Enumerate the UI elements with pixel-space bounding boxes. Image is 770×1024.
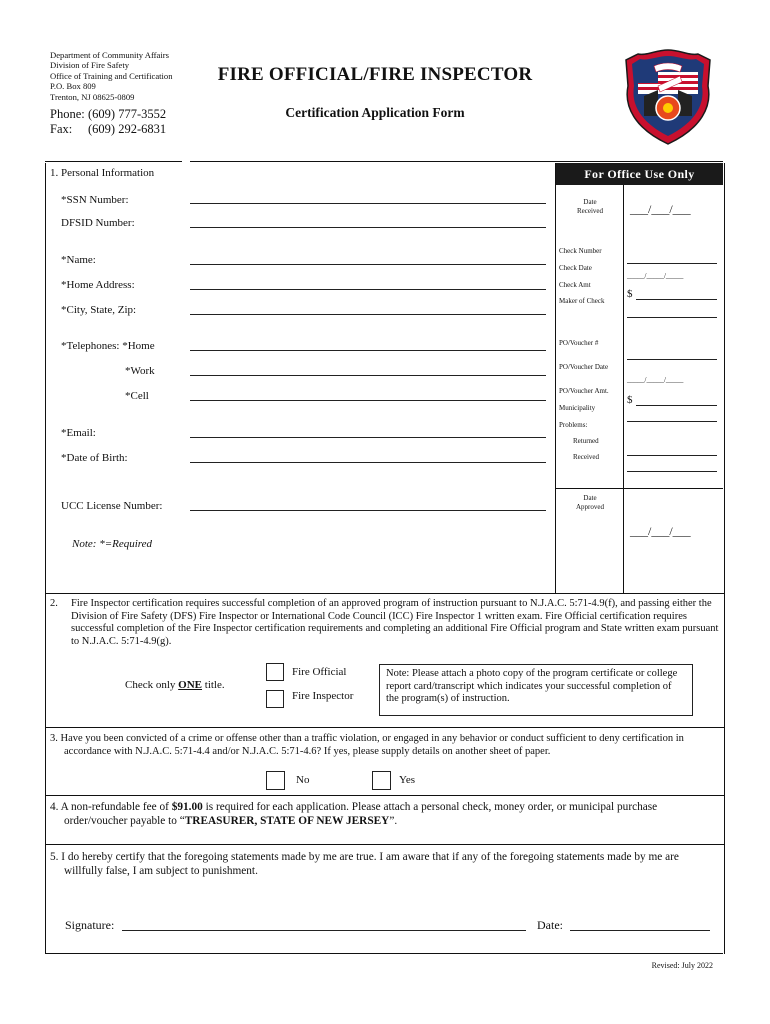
ucc-license-label: UCC License Number: — [61, 500, 163, 512]
maker-of-check-input[interactable] — [627, 317, 717, 318]
name-label: *Name: — [61, 254, 96, 266]
fax-number: (609) 292-6831 — [88, 122, 167, 136]
home-phone-label: *Telephones: *Home — [61, 340, 155, 352]
city-state-zip-input[interactable] — [190, 314, 546, 315]
signature-label: Signature: — [65, 918, 115, 932]
fee-mid: is required for each application. Please attach a personal check, money order, or municipal purchase order/voucher payable to “ — [64, 801, 658, 827]
date-received-label: Date Received — [576, 198, 604, 215]
section5-text — [50, 850, 718, 878]
municipality-input[interactable] — [627, 421, 717, 422]
fire-safety-seal-icon — [618, 46, 718, 146]
required-note: Note: *=Required — [72, 538, 153, 550]
section2-number: 2. — [50, 598, 58, 609]
home-address-input[interactable] — [190, 289, 546, 290]
check-number-input[interactable] — [627, 263, 717, 264]
conviction-yes-checkbox[interactable] — [372, 771, 391, 790]
email-input[interactable] — [190, 437, 546, 438]
department-address — [50, 50, 173, 102]
po-voucher-label: PO/Voucher # — [559, 339, 599, 347]
problems-label: Problems: — [559, 421, 588, 429]
po-amount-dollar: $ — [627, 394, 633, 406]
dob-input[interactable] — [190, 462, 546, 463]
phone-number: (609) 777-3552 — [88, 107, 167, 121]
check-date-label: Check Date — [559, 264, 592, 272]
section1-label: 1. Personal Information — [50, 167, 155, 179]
dob-label: *Date of Birth: — [61, 452, 128, 464]
email-label: *Email: — [61, 427, 96, 439]
po-voucher-input[interactable] — [627, 359, 717, 360]
cell-phone-input[interactable] — [190, 400, 546, 401]
certification-statement: 5. I do hereby certify that the foregoing statements made by me are true. I am aware that if any of the foregoing statements made by me are willfully false, I am subject to punishment. — [50, 851, 679, 877]
section4-text — [50, 800, 718, 828]
dept-line: Department of Community Affairs — [50, 50, 169, 60]
check-one-post: title. — [202, 679, 225, 691]
check-date-field[interactable]: _____/_____/_____ — [627, 272, 684, 280]
returned-label: Returned — [573, 437, 599, 445]
date-label: Date: — [537, 918, 563, 932]
section3-text-content: 3. Have you been convicted of a crime or offense other than a traffic violation, or engaged in any behavior or conduct sufficient to deny certification in accordance with N.J.A.C. 5:71-4.4 and/or N.J.A.C. 5:71-4.6? If yes, please supply details on another sheet of paper. — [50, 733, 684, 757]
check-one-pre: Check only — [125, 679, 179, 691]
municipality-label: Municipality — [559, 404, 596, 412]
office-divider — [623, 185, 624, 593]
received-input[interactable] — [627, 471, 717, 472]
check-number-label: Check Number — [559, 247, 602, 255]
check-one-instruction — [125, 679, 225, 691]
program-certificate-note: Note: Please attach a photo copy of the program certificate or college report card/transcript which indicates your successful completion of the program(s) of instruction. — [379, 664, 693, 716]
approved-divider — [556, 488, 723, 489]
fire-official-checkbox[interactable] — [266, 663, 284, 681]
fee-amount: $91.00 — [171, 801, 203, 813]
ssn-input[interactable] — [190, 203, 546, 204]
city-state-zip-label: *City, State, Zip: — [61, 304, 137, 316]
signature-date-input[interactable] — [570, 930, 710, 931]
po-voucher-date-label: PO/Voucher Date — [559, 363, 609, 371]
bottom-rule — [45, 953, 723, 954]
revision-date: Revised: July 2022 — [651, 961, 713, 970]
conviction-no-checkbox[interactable] — [266, 771, 285, 790]
fire-official-label: Fire Official — [292, 666, 347, 678]
fee-pre: 4. A non-refundable fee of — [50, 801, 172, 813]
dept-line: P.O. Box 809 — [50, 81, 96, 92]
work-phone-input[interactable] — [190, 375, 546, 376]
conviction-no-label: No — [296, 774, 310, 786]
signature-input[interactable] — [122, 930, 526, 931]
maker-of-check-label: Maker of Check — [559, 297, 605, 305]
dept-line: Office of Training and Certification — [50, 70, 173, 81]
check-amount-dollar: $ — [627, 288, 633, 300]
section1-top-rule-right — [190, 161, 723, 162]
work-phone-label: *Work — [125, 365, 155, 377]
dfsid-input[interactable] — [190, 227, 546, 228]
section2-text: Fire Inspector certification requires successful completion of an approved program of instruction pursuant to N.J.A.C. 5:71-4.9(f), and passing either the Division of Fire Safety (DFS) Fire Inspector or International Code Council (ICC) Fire Inspector 1 written exam. Fire Official certification requires successful completion of the Fire Inspector certification requirements and completing an additional Fire Official program and State written exam pursuant to N.J.A.C. 5:71-4.9(g). — [71, 598, 719, 647]
ssn-label: *SSN Number: — [61, 194, 129, 206]
fire-inspector-label: Fire Inspector — [292, 690, 354, 702]
form-title: FIRE OFFICIAL/FIRE INSPECTOR — [217, 64, 533, 85]
contact-numbers — [50, 107, 166, 137]
fax-label: Fax: — [50, 122, 73, 136]
section3-text — [50, 733, 718, 758]
fee-post: ”. — [389, 815, 398, 827]
section1-top-rule — [45, 161, 182, 162]
payee-name: TREASURER, STATE OF NEW JERSEY — [184, 815, 390, 827]
date-received-field[interactable]: ___/___/___ — [630, 202, 691, 216]
check-amount-input[interactable] — [636, 299, 717, 300]
po-voucher-amount-input[interactable] — [636, 405, 717, 406]
name-input[interactable] — [190, 264, 546, 265]
ucc-license-input[interactable] — [190, 510, 546, 511]
returned-input[interactable] — [627, 455, 717, 456]
po-voucher-date-field[interactable]: _____/_____/_____ — [627, 376, 684, 384]
check-amount-label: Check Amt — [559, 281, 591, 289]
office-use-header: For Office Use Only — [556, 163, 723, 185]
cell-phone-label: *Cell — [125, 390, 149, 402]
dept-line: Division of Fire Safety — [50, 60, 130, 71]
received-label: Received — [573, 453, 600, 461]
date-approved-label: Date Approved — [576, 494, 604, 511]
dept-line: Trenton, NJ 08625-0809 — [50, 91, 135, 102]
phone-label: Phone: — [50, 107, 85, 121]
form-subtitle: Certification Application Form — [285, 105, 465, 120]
date-approved-field[interactable]: ___/___/___ — [630, 524, 691, 538]
fire-inspector-checkbox[interactable] — [266, 690, 284, 708]
dfsid-label: DFSID Number: — [61, 217, 135, 229]
check-one-emphasis: ONE — [178, 679, 203, 691]
home-address-label: *Home Address: — [61, 279, 135, 291]
home-phone-input[interactable] — [190, 350, 546, 351]
po-voucher-amount-label: PO/Voucher Amt. — [559, 387, 609, 395]
conviction-yes-label: Yes — [399, 774, 416, 786]
